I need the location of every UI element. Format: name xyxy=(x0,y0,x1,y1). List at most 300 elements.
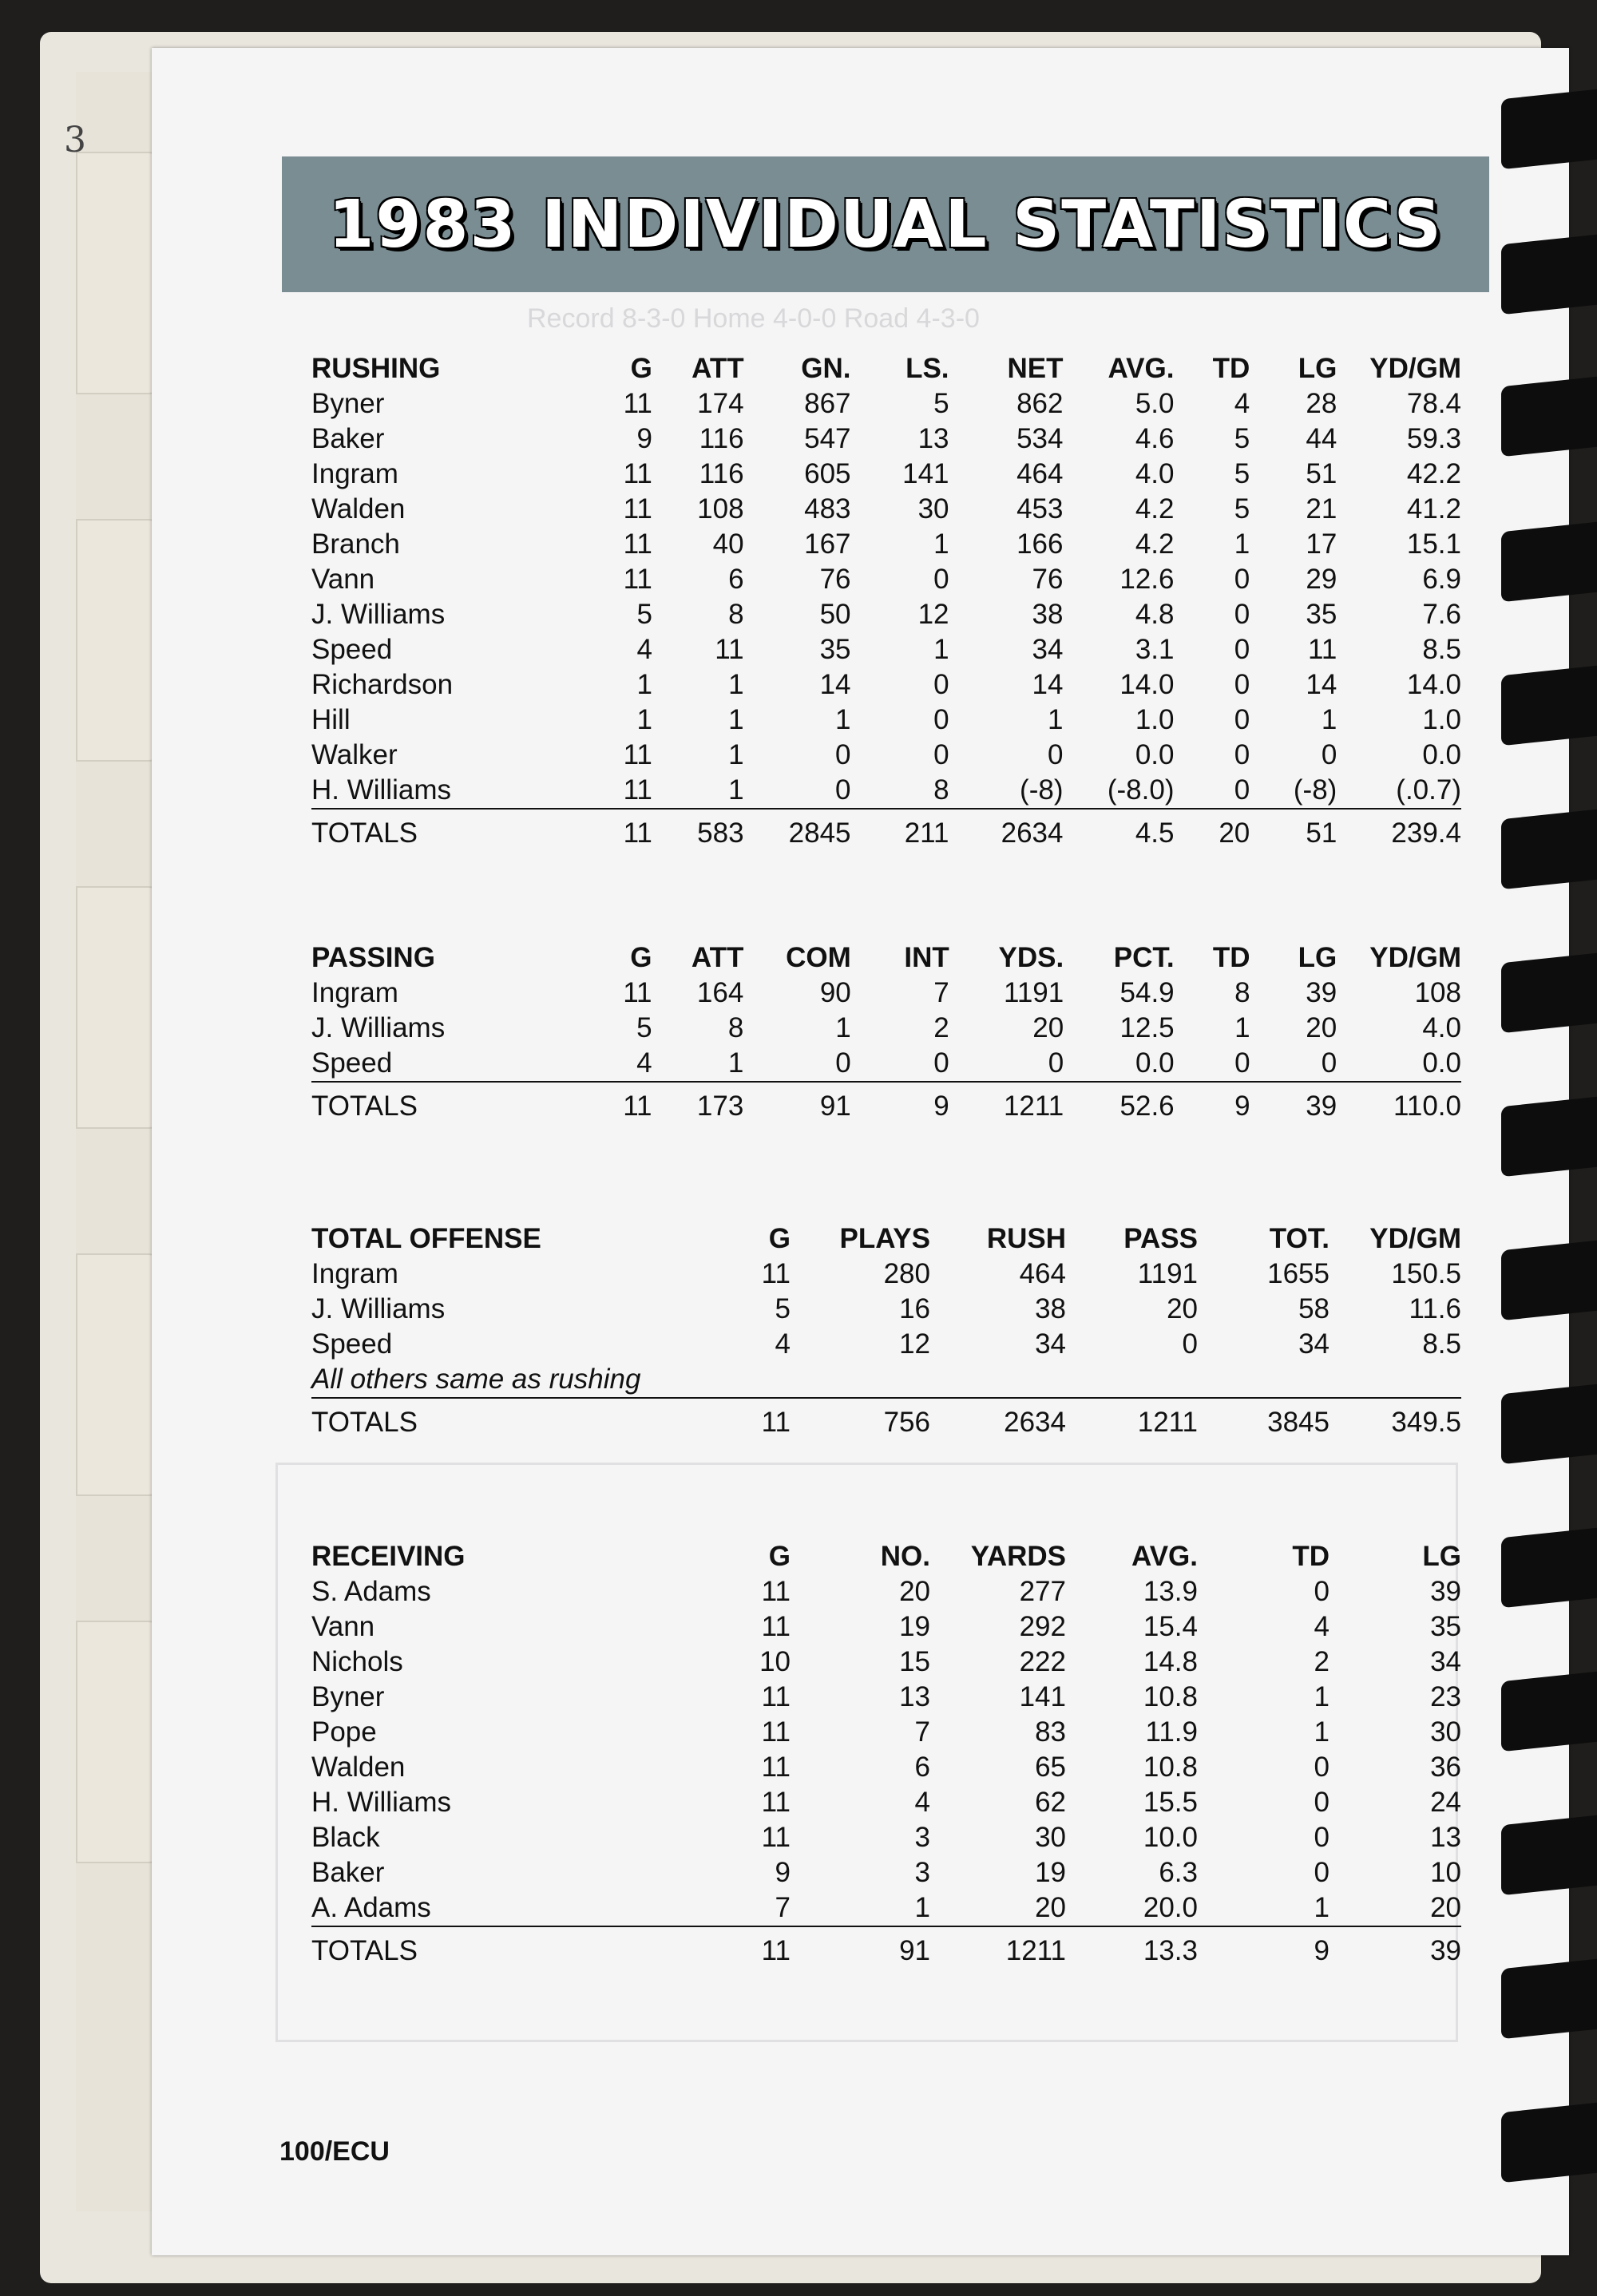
total-offense-stat-cell: 38 xyxy=(1035,1293,1066,1324)
receiving-stat-cell: 23 xyxy=(1430,1681,1461,1712)
player-name: Branch xyxy=(311,528,400,560)
passing-stat-cell: 20 xyxy=(1032,1012,1064,1043)
passing-stat-cell: 108 xyxy=(1414,977,1461,1008)
rushing-stat-cell: 4.0 xyxy=(1135,458,1175,489)
rushing-stat-cell: 11 xyxy=(623,388,652,419)
binder-ring xyxy=(1501,810,1597,890)
total-offense-stat-cell: 1655 xyxy=(1267,1258,1330,1289)
receiving-stat-cell: 1 xyxy=(914,1892,930,1923)
receiving-stat-cell: 11 xyxy=(761,1787,791,1818)
binder-ring xyxy=(1501,1528,1597,1609)
rushing-totals-row xyxy=(311,809,1461,857)
rushing-row xyxy=(311,703,1461,738)
rushing-stat-cell: 5 xyxy=(1234,423,1250,454)
receiving-stat-cell: 0 xyxy=(1314,1752,1330,1783)
rushing-stat-cell: (-8) xyxy=(1293,774,1337,806)
rushing-total-cell: 4.5 xyxy=(1063,809,1174,857)
page-title: 1983 INDIVIDUAL STATISTICS xyxy=(328,186,1443,263)
total-offense-stat-cell: 11.6 xyxy=(1409,1293,1461,1324)
passing-total-cell: 9 xyxy=(1175,1082,1250,1130)
receiving-stat-cell: 9 xyxy=(775,1857,791,1888)
total-offense-stat-cell: 0 xyxy=(1182,1328,1198,1360)
receiving-stat-cell: 0 xyxy=(1314,1822,1330,1853)
total-offense-stat-cell: 280 xyxy=(883,1258,930,1289)
rushing-stat-cell: 11 xyxy=(623,493,652,525)
player-name: J. Williams xyxy=(311,599,446,630)
rushing-stat-cell: 1 xyxy=(835,704,851,735)
player-name: Walden xyxy=(311,1752,406,1783)
receiving-total-cell: 11 xyxy=(647,1926,791,1975)
total-offense-header-row xyxy=(311,1221,1461,1257)
rushing-stat-cell: 1 xyxy=(728,669,744,700)
rushing-stat-cell: 9 xyxy=(636,423,652,454)
rushing-row xyxy=(311,386,1461,422)
total-offense-header-cell: TOT. xyxy=(1269,1223,1330,1254)
player-name: Ingram xyxy=(311,1258,398,1289)
rushing-stat-cell: 1 xyxy=(636,704,652,735)
rushing-row xyxy=(311,562,1461,597)
total-offense-stat-cell: 34 xyxy=(1298,1328,1330,1360)
rushing-stat-cell: 1 xyxy=(728,774,744,806)
player-name: Walden xyxy=(311,493,406,525)
rushing-stat-cell: 1 xyxy=(933,634,949,665)
rushing-total-cell: 2634 xyxy=(949,809,1064,857)
rushing-stat-cell: 6 xyxy=(728,564,744,595)
passing-stat-cell: 1191 xyxy=(1003,977,1064,1008)
divider-tab xyxy=(76,1253,163,1496)
receiving-stat-cell: 10 xyxy=(759,1646,791,1677)
binder-ring xyxy=(1501,377,1597,457)
passing-stat-cell: 0 xyxy=(1234,1047,1250,1079)
receiving-stat-cell: 11 xyxy=(761,1822,791,1853)
rushing-total-cell: 583 xyxy=(652,809,744,857)
receiving-stat-cell: 222 xyxy=(1019,1646,1066,1677)
rushing-stat-cell: 174 xyxy=(697,388,744,419)
player-name: S. Adams xyxy=(311,1576,431,1607)
total-offense-note-row xyxy=(311,1362,1461,1398)
rushing-stat-cell: 11 xyxy=(715,634,744,665)
receiving-stat-cell: 7 xyxy=(775,1892,791,1923)
receiving-header-cell: LG xyxy=(1422,1541,1461,1572)
player-name: Speed xyxy=(311,634,393,665)
receiving-stat-cell: 1 xyxy=(1314,1716,1330,1748)
rushing-stat-cell: 15.1 xyxy=(1406,528,1461,560)
passing-stat-cell: 7 xyxy=(933,977,949,1008)
receiving-stat-cell: 20 xyxy=(899,1576,930,1607)
passing-stat-cell: 164 xyxy=(696,977,744,1008)
rushing-stat-cell: 464 xyxy=(1016,458,1064,489)
total-offense-total-cell: 11 xyxy=(647,1398,791,1447)
total-offense-total-cell: 3845 xyxy=(1198,1398,1330,1447)
total-offense-header-cell: PLAYS xyxy=(839,1223,930,1254)
receiving-stat-cell: 4 xyxy=(914,1787,930,1818)
player-name: Vann xyxy=(311,1611,375,1642)
rushing-stat-cell: 167 xyxy=(804,528,851,560)
rushing-stat-cell: 1 xyxy=(728,739,744,770)
receiving-row xyxy=(311,1750,1461,1785)
player-name: Ingram xyxy=(311,977,398,1008)
rushing-stat-cell: 38 xyxy=(1032,599,1064,630)
rushing-stat-cell: 78.4 xyxy=(1406,388,1461,419)
total-offense-stat-cell: 11 xyxy=(761,1258,791,1289)
passing-totals-row xyxy=(311,1082,1461,1130)
rushing-stat-cell: 4.6 xyxy=(1135,423,1175,454)
passing-stat-cell: 1 xyxy=(1234,1012,1250,1043)
rushing-header-cell: GN. xyxy=(801,353,851,384)
receiving-stat-cell: 10.8 xyxy=(1143,1681,1198,1712)
receiving-row xyxy=(311,1645,1461,1680)
passing-header-cell: YDS. xyxy=(998,942,1064,973)
rushing-stat-cell: 5.0 xyxy=(1135,388,1175,419)
passing-header-cell: G xyxy=(630,942,652,973)
total-offense-stat-cell: 20 xyxy=(1167,1293,1198,1324)
passing-stat-cell: 8 xyxy=(727,1012,744,1043)
rushing-stat-cell: 76 xyxy=(1032,564,1064,595)
rushing-total-cell: 11 xyxy=(563,809,652,857)
player-name: Pope xyxy=(311,1716,377,1748)
total-offense-stat-cell: 464 xyxy=(1019,1258,1066,1289)
receiving-stat-cell: 4 xyxy=(1314,1611,1330,1642)
receiving-total-cell: 13.3 xyxy=(1066,1926,1198,1975)
receiving-stat-cell: 11 xyxy=(761,1611,791,1642)
receiving-stat-cell: 10.8 xyxy=(1143,1752,1198,1783)
rushing-header-cell: LS. xyxy=(905,353,949,384)
binder-ring xyxy=(1501,1097,1597,1178)
rushing-stat-cell: 6.9 xyxy=(1422,564,1461,595)
rushing-stat-cell: 1 xyxy=(636,669,652,700)
rushing-stat-cell: 11 xyxy=(623,739,652,770)
player-name: A. Adams xyxy=(311,1892,431,1923)
rushing-stat-cell: 41.2 xyxy=(1406,493,1461,525)
player-name: Nichols xyxy=(311,1646,403,1677)
passing-stat-cell: 5 xyxy=(636,1012,652,1043)
rushing-total-cell: 51 xyxy=(1250,809,1337,857)
title-banner xyxy=(282,156,1489,292)
rushing-row xyxy=(311,492,1461,527)
rushing-stat-cell: 76 xyxy=(819,564,851,595)
rushing-stat-cell: 1 xyxy=(728,704,744,735)
rushing-total-cell: 211 xyxy=(851,809,949,857)
passing-total-cell: 11 xyxy=(563,1082,652,1130)
rushing-stat-cell: 108 xyxy=(697,493,744,525)
divider-tab xyxy=(76,152,163,394)
rushing-header-cell: AVG. xyxy=(1108,353,1175,384)
rushing-stat-cell: 0 xyxy=(933,739,949,770)
receiving-stat-cell: 36 xyxy=(1430,1752,1461,1783)
divider-tab xyxy=(76,519,163,762)
receiving-row xyxy=(311,1855,1461,1890)
rushing-header-cell: NET xyxy=(1007,353,1064,384)
passing-stat-cell: 11 xyxy=(623,977,652,1008)
rushing-stat-cell: 0 xyxy=(1234,599,1250,630)
receiving-stat-cell: 6.3 xyxy=(1159,1857,1198,1888)
rushing-stat-cell: 14 xyxy=(819,669,851,700)
rushing-stat-cell: 34 xyxy=(1032,634,1064,665)
total-offense-header-cell: TOTAL OFFENSE xyxy=(311,1223,541,1254)
player-name: Hill xyxy=(311,704,351,735)
rushing-stat-cell: 0 xyxy=(933,564,949,595)
player-name: Baker xyxy=(311,423,385,454)
passing-header-cell: PCT. xyxy=(1113,942,1175,973)
rushing-stat-cell: 0 xyxy=(1234,704,1250,735)
receiving-stat-cell: 30 xyxy=(1035,1822,1066,1853)
rushing-stat-cell: 5 xyxy=(1234,493,1250,525)
rushing-table xyxy=(311,351,1461,857)
totals-label: TOTALS xyxy=(311,1082,563,1130)
receiving-total-cell: 9 xyxy=(1198,1926,1330,1975)
rushing-stat-cell: 0 xyxy=(1321,739,1337,770)
receiving-header-row xyxy=(311,1539,1461,1574)
rushing-stat-cell: 13 xyxy=(917,423,949,454)
player-name: H. Williams xyxy=(311,1787,451,1818)
totals-label: TOTALS xyxy=(311,809,563,857)
passing-header-cell: TD xyxy=(1212,942,1250,973)
passing-stat-cell: 2 xyxy=(933,1012,949,1043)
rushing-row xyxy=(311,667,1461,703)
total-offense-row xyxy=(311,1292,1461,1327)
rushing-row xyxy=(311,527,1461,562)
passing-stat-cell: 4 xyxy=(636,1047,652,1079)
receiving-stat-cell: 20 xyxy=(1035,1892,1066,1923)
receiving-stat-cell: 83 xyxy=(1035,1716,1066,1748)
rushing-stat-cell: 50 xyxy=(819,599,851,630)
rushing-stat-cell: 1 xyxy=(1048,704,1064,735)
receiving-stat-cell: 11 xyxy=(761,1681,791,1712)
receiving-header-cell: YARDS xyxy=(970,1541,1066,1572)
binder-ring xyxy=(1501,522,1597,603)
receiving-stat-cell: 0 xyxy=(1314,1576,1330,1607)
rushing-stat-cell: 3.1 xyxy=(1135,634,1175,665)
receiving-stat-cell: 24 xyxy=(1430,1787,1461,1818)
passing-stat-cell: 0.0 xyxy=(1422,1047,1461,1079)
rushing-stat-cell: 483 xyxy=(804,493,851,525)
total-offense-total-cell: 2634 xyxy=(930,1398,1066,1447)
rushing-total-cell: 20 xyxy=(1174,809,1250,857)
rushing-stat-cell: (.0.7) xyxy=(1396,774,1461,806)
receiving-stat-cell: 2 xyxy=(1314,1646,1330,1677)
rushing-row xyxy=(311,632,1461,667)
passing-stat-cell: 54.9 xyxy=(1119,977,1175,1008)
binder-ring xyxy=(1501,89,1597,170)
rushing-stat-cell: 453 xyxy=(1016,493,1064,525)
receiving-stat-cell: 35 xyxy=(1430,1611,1461,1642)
binder-ring xyxy=(1501,1384,1597,1465)
total-offense-table xyxy=(311,1221,1461,1447)
rushing-stat-cell: 28 xyxy=(1306,388,1337,419)
rushing-stat-cell: 5 xyxy=(933,388,949,419)
receiving-stat-cell: 10.0 xyxy=(1143,1822,1198,1853)
player-name: Speed xyxy=(311,1047,393,1079)
total-offense-total-cell: 756 xyxy=(791,1398,930,1447)
passing-stat-cell: 1 xyxy=(835,1012,851,1043)
passing-total-cell: 9 xyxy=(851,1082,949,1130)
receiving-stat-cell: 19 xyxy=(899,1611,930,1642)
receiving-row xyxy=(311,1680,1461,1715)
total-offense-row xyxy=(311,1327,1461,1362)
rushing-header-row xyxy=(311,351,1461,386)
receiving-row xyxy=(311,1609,1461,1645)
receiving-stat-cell: 11 xyxy=(761,1752,791,1783)
receiving-total-cell: 39 xyxy=(1330,1926,1461,1975)
receiving-header-cell: RECEIVING xyxy=(311,1541,466,1572)
player-name: Black xyxy=(311,1822,380,1853)
rushing-stat-cell: 166 xyxy=(1016,528,1064,560)
passing-row xyxy=(311,1011,1461,1046)
rushing-stat-cell: 14.0 xyxy=(1406,669,1461,700)
total-offense-row xyxy=(311,1257,1461,1292)
binder-ring xyxy=(1501,1959,1597,2040)
rushing-stat-cell: 0 xyxy=(1234,564,1250,595)
total-offense-header-cell: YD/GM xyxy=(1369,1223,1461,1254)
passing-table xyxy=(311,940,1461,1130)
rushing-stat-cell: 0 xyxy=(1048,739,1064,770)
rushing-stat-cell: 8 xyxy=(933,774,949,806)
rushing-stat-cell: 0 xyxy=(835,774,851,806)
receiving-stat-cell: 13.9 xyxy=(1143,1576,1198,1607)
receiving-stat-cell: 10 xyxy=(1430,1857,1461,1888)
rushing-stat-cell: 547 xyxy=(804,423,851,454)
rushing-stat-cell: 29 xyxy=(1306,564,1337,595)
receiving-stat-cell: 15.5 xyxy=(1143,1787,1198,1818)
rushing-stat-cell: 4.8 xyxy=(1135,599,1175,630)
receiving-row xyxy=(311,1890,1461,1926)
passing-stat-cell: 0 xyxy=(933,1047,949,1079)
rushing-stat-cell: 21 xyxy=(1306,493,1337,525)
rushing-stat-cell: 5 xyxy=(636,599,652,630)
divider-tab xyxy=(76,886,163,1129)
passing-total-cell: 173 xyxy=(652,1082,744,1130)
total-offense-stat-cell: 4 xyxy=(775,1328,791,1360)
rushing-stat-cell: 35 xyxy=(1306,599,1337,630)
margin-handwritten-mark: 3 xyxy=(64,120,86,160)
rushing-stat-cell: (-8) xyxy=(1020,774,1064,806)
receiving-stat-cell: 7 xyxy=(914,1716,930,1748)
player-name: Vann xyxy=(311,564,375,595)
receiving-stat-cell: 62 xyxy=(1035,1787,1066,1818)
player-name: Walker xyxy=(311,739,398,770)
receiving-table xyxy=(311,1539,1461,1975)
page-footer: 100/ECU xyxy=(279,2136,390,2167)
binder-ring xyxy=(1501,1241,1597,1321)
passing-row xyxy=(311,1046,1461,1082)
rushing-stat-cell: 59.3 xyxy=(1406,423,1461,454)
receiving-header-cell: G xyxy=(768,1541,791,1572)
rushing-stat-cell: 11 xyxy=(1308,634,1337,665)
passing-stat-cell: 0 xyxy=(835,1047,851,1079)
receiving-stat-cell: 1 xyxy=(1314,1681,1330,1712)
receiving-totals-row xyxy=(311,1926,1461,1975)
binder-ring xyxy=(1501,666,1597,746)
passing-header-cell: PASSING xyxy=(311,942,435,973)
passing-header-cell: LG xyxy=(1298,942,1337,973)
total-offense-totals-row xyxy=(311,1398,1461,1447)
passing-total-cell: 110.0 xyxy=(1337,1082,1461,1130)
receiving-stat-cell: 292 xyxy=(1019,1611,1066,1642)
rushing-stat-cell: 4.2 xyxy=(1135,493,1175,525)
rushing-stat-cell: 14.0 xyxy=(1119,669,1175,700)
receiving-stat-cell: 11 xyxy=(761,1716,791,1748)
rushing-stat-cell: 141 xyxy=(902,458,949,489)
rushing-stat-cell: 116 xyxy=(699,458,744,489)
rushing-stat-cell: (-8.0) xyxy=(1107,774,1175,806)
receiving-stat-cell: 39 xyxy=(1430,1576,1461,1607)
rushing-stat-cell: 11 xyxy=(623,528,652,560)
passing-stat-cell: 0.0 xyxy=(1135,1047,1175,1079)
total-offense-stat-cell: 58 xyxy=(1298,1293,1330,1324)
passing-header-cell: YD/GM xyxy=(1369,942,1461,973)
rushing-stat-cell: 0 xyxy=(1234,739,1250,770)
rushing-header-cell: RUSHING xyxy=(311,353,441,384)
player-name: Ingram xyxy=(311,458,398,489)
total-offense-stat-cell: 34 xyxy=(1035,1328,1066,1360)
player-name: H. Williams xyxy=(311,774,451,806)
rushing-stat-cell: 0 xyxy=(933,669,949,700)
rushing-stat-cell: 534 xyxy=(1016,423,1064,454)
rushing-stat-cell: 5 xyxy=(1234,458,1250,489)
rushing-stat-cell: 35 xyxy=(819,634,851,665)
total-offense-stat-cell: 1191 xyxy=(1137,1258,1198,1289)
receiving-stat-cell: 0 xyxy=(1314,1857,1330,1888)
receiving-stat-cell: 15 xyxy=(899,1646,930,1677)
player-name: J. Williams xyxy=(311,1293,446,1324)
passing-stat-cell: 4.0 xyxy=(1422,1012,1461,1043)
rushing-stat-cell: 867 xyxy=(804,388,851,419)
receiving-stat-cell: 19 xyxy=(1035,1857,1066,1888)
rushing-row xyxy=(311,422,1461,457)
player-name: Byner xyxy=(311,388,385,419)
receiving-total-cell: 91 xyxy=(791,1926,930,1975)
player-name: Richardson xyxy=(311,669,454,700)
rushing-stat-cell: 30 xyxy=(917,493,949,525)
receiving-stat-cell: 3 xyxy=(914,1857,930,1888)
binder-ring xyxy=(1501,2103,1597,2183)
binder-ring xyxy=(1501,235,1597,315)
passing-header-cell: COM xyxy=(786,942,851,973)
receiving-header-cell: TD xyxy=(1292,1541,1330,1572)
total-offense-stat-cell: 8.5 xyxy=(1422,1328,1461,1360)
passing-header-cell: ATT xyxy=(691,942,744,973)
player-name: Baker xyxy=(311,1857,385,1888)
rushing-stat-cell: 862 xyxy=(1016,388,1064,419)
rushing-row xyxy=(311,597,1461,632)
rushing-stat-cell: 1 xyxy=(1234,528,1250,560)
passing-stat-cell: 90 xyxy=(819,977,851,1008)
rushing-stat-cell: 116 xyxy=(699,423,744,454)
total-offense-stat-cell: 5 xyxy=(775,1293,791,1324)
rushing-stat-cell: 11 xyxy=(623,458,652,489)
rushing-total-cell: 239.4 xyxy=(1337,809,1461,857)
total-offense-total-cell: 349.5 xyxy=(1330,1398,1461,1447)
rushing-stat-cell: 1.0 xyxy=(1135,704,1175,735)
rushing-stat-cell: 17 xyxy=(1306,528,1337,560)
rushing-stat-cell: 4 xyxy=(636,634,652,665)
receiving-stat-cell: 3 xyxy=(914,1822,930,1853)
receiving-stat-cell: 277 xyxy=(1019,1576,1066,1607)
receiving-header-cell: AVG. xyxy=(1131,1541,1198,1572)
total-offense-stat-cell: 16 xyxy=(899,1293,930,1324)
passing-stat-cell: 12.5 xyxy=(1119,1012,1175,1043)
receiving-stat-cell: 1 xyxy=(1314,1892,1330,1923)
passing-header-cell: INT xyxy=(904,942,949,973)
receiving-stat-cell: 13 xyxy=(1430,1822,1461,1853)
receiving-total-cell: 1211 xyxy=(930,1926,1066,1975)
passing-total-cell: 1211 xyxy=(949,1082,1064,1130)
rushing-row xyxy=(311,738,1461,773)
rushing-stat-cell: 8.5 xyxy=(1422,634,1461,665)
receiving-row xyxy=(311,1785,1461,1820)
binder-ring xyxy=(1501,1815,1597,1896)
rushing-stat-cell: 44 xyxy=(1306,423,1337,454)
